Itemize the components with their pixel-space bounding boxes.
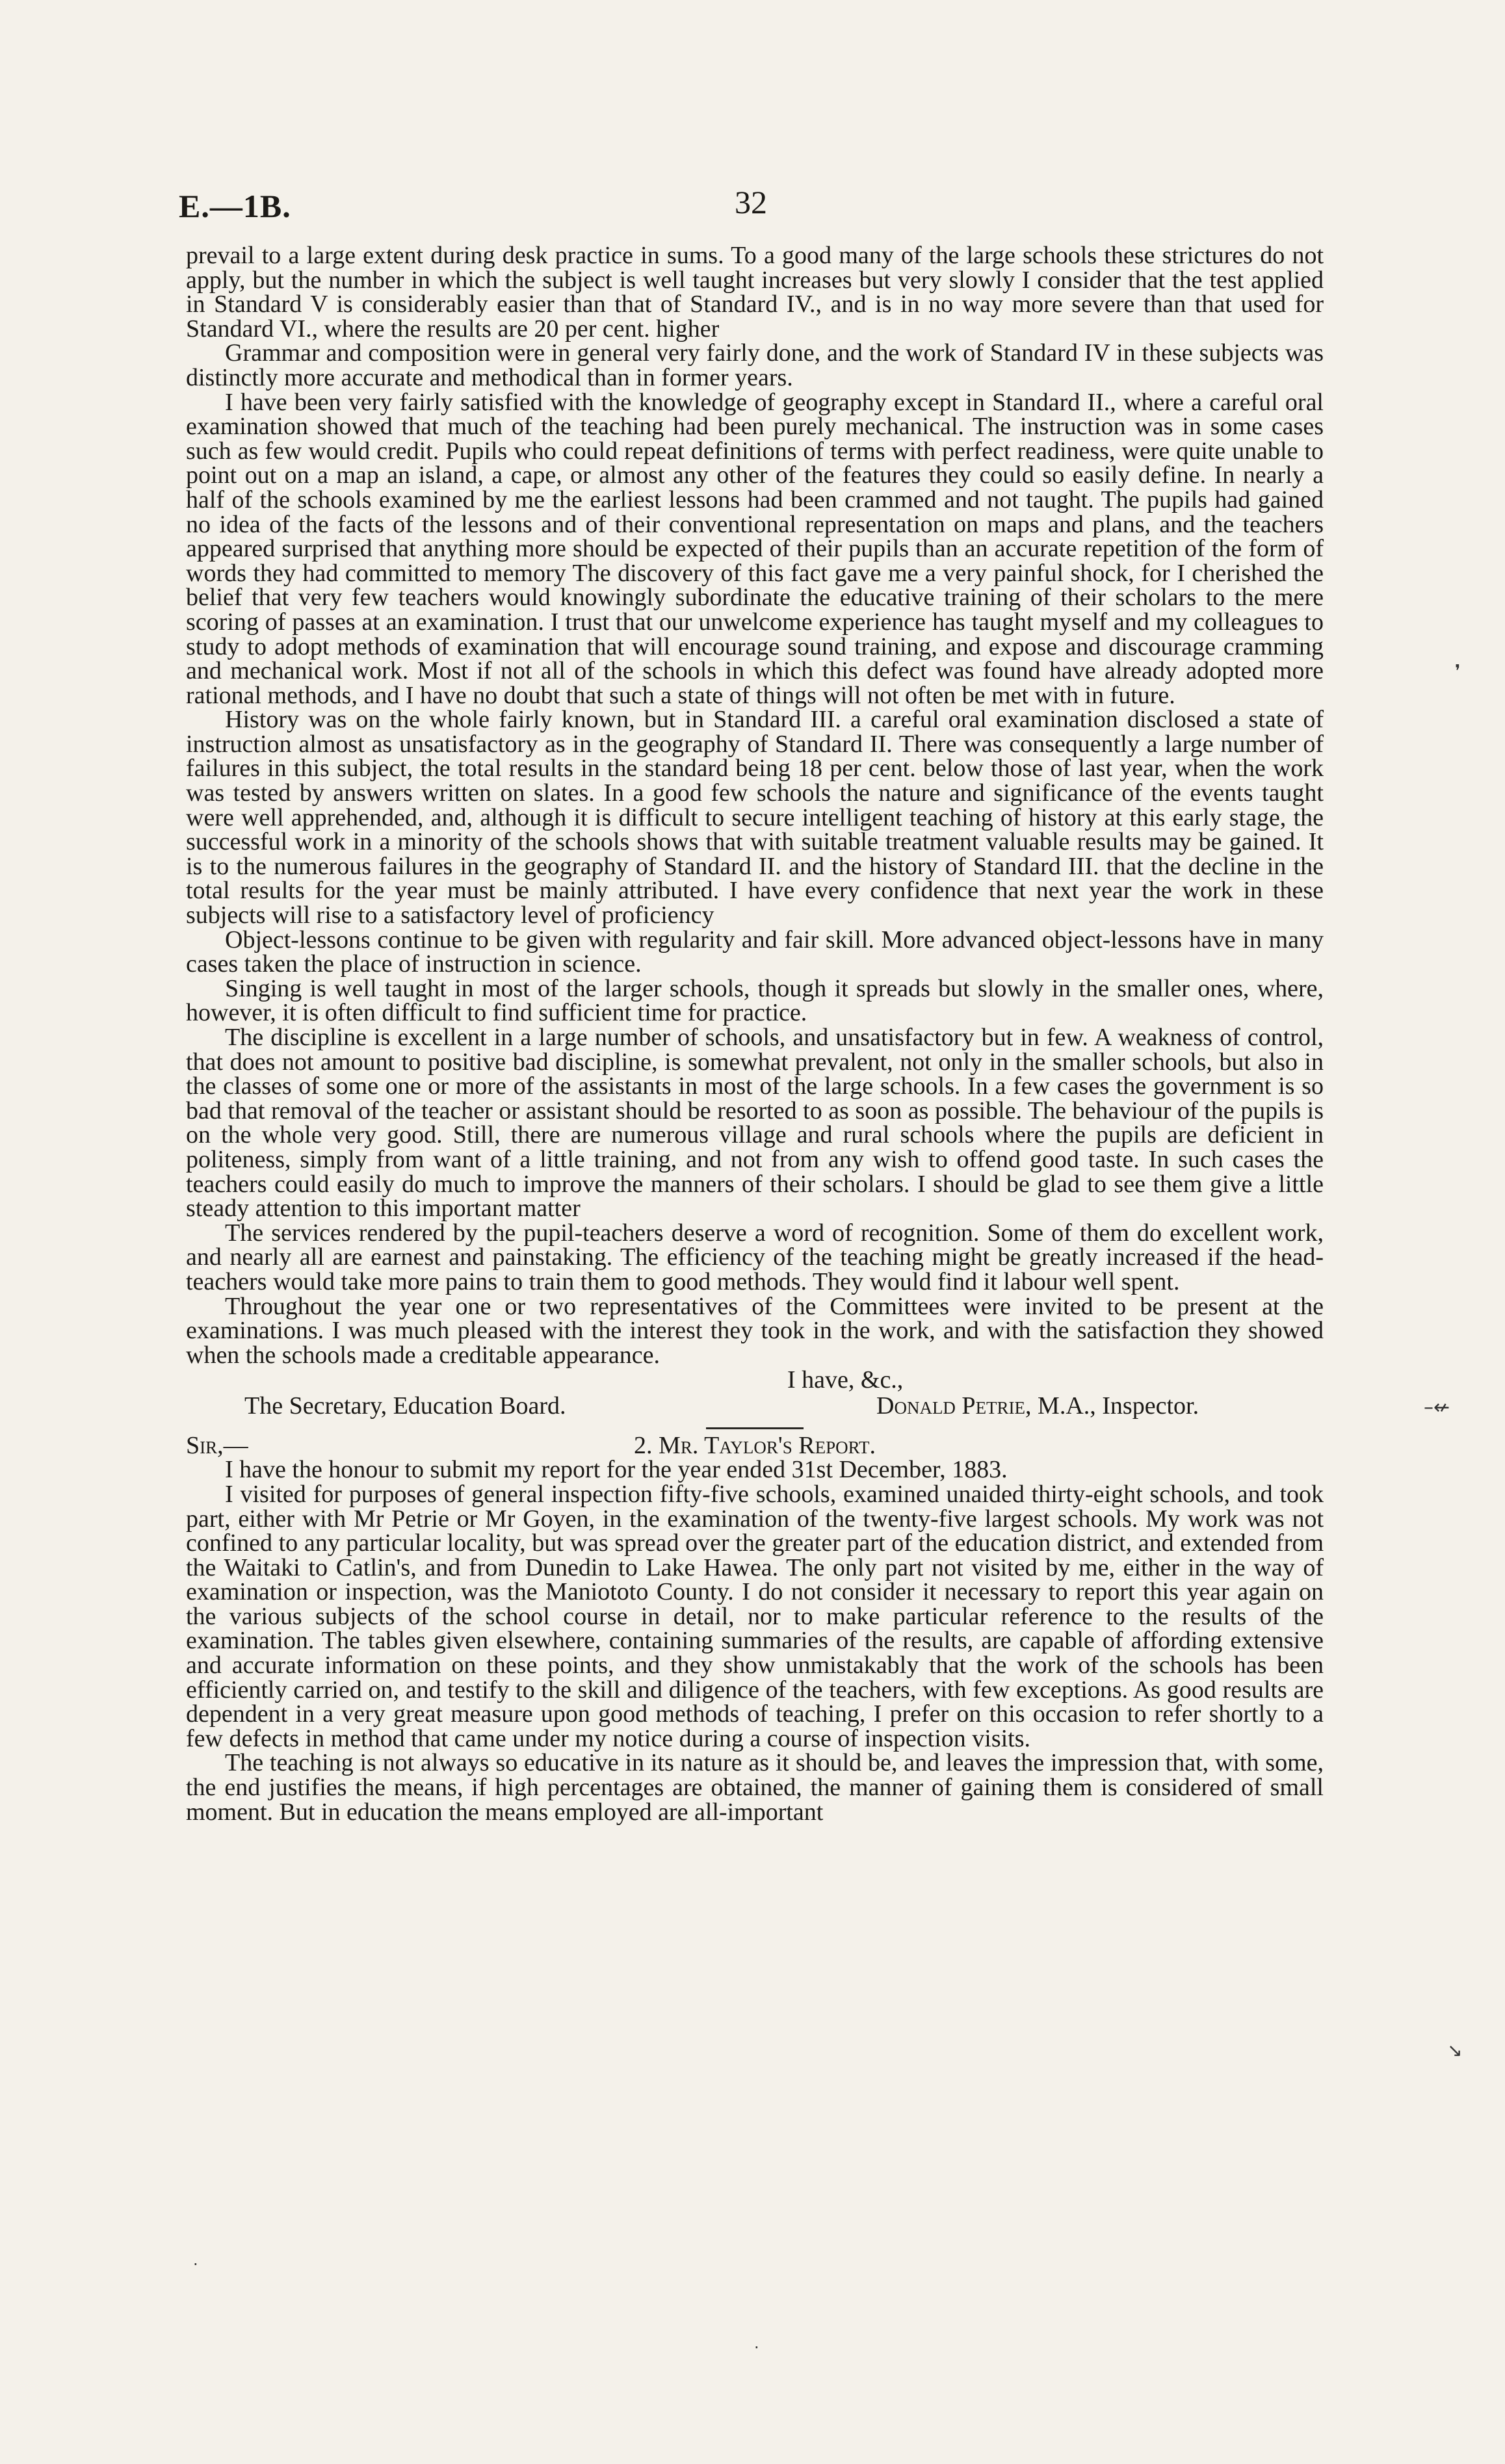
paragraph-pupil-teachers: The services rendered by the pupil-teachers deserve a word of recognition. Some of them do excellent work, and nearly all are earnest and painstaking. The efficiency of the teaching might be greatly increased if the head-teachers would take more pains to train them to good methods. They would find it labour well spent. — [186, 1219, 1324, 1295]
margin-mark-icon: ❜ — [1455, 662, 1461, 681]
section-heading-row — [186, 1433, 1324, 1458]
valediction: I have, &c., — [787, 1366, 904, 1394]
margin-mark-icon: ↘ — [1447, 2040, 1463, 2061]
paragraph-committees: Throughout the year one or two representatives of the Committees were invited to be present at the examinations. I was much pleased with the interest they took in the work, and with the satisfaction they showed when the schools made a creditable appearance. — [186, 1292, 1324, 1369]
signature-name: Donald Petrie — [876, 1392, 1026, 1420]
paragraph-arithmetic: prevail to a large extent during desk practice in sums. To a good many of the large schools these strictures do not apply, but the number in which the subject is well taught increases but very slowly I consider that the test applied in Standard V is considerably easier than that of Standard IV., and is in no way more severe than that used for Standard VI., where the results are 20 per cent. higher — [186, 242, 1324, 343]
page-number: 32 — [735, 184, 767, 220]
section-heading — [186, 1433, 1324, 1458]
addressee: The Secretary, Education Board. — [244, 1392, 566, 1420]
margin-mark-icon: –↚ — [1424, 1396, 1450, 1419]
document-code: E.—1B. — [179, 188, 291, 224]
paragraph-history: History was on the whole fairly known, but in Standard III. a careful oral examination disclosed a state of instruction almost as unsatisfactory as in the geography of Standard II. There was consequently a large number of failures in this subject, the total results in the standard being 18 per cent. below those of last year, when the work was tested by answers written on slates. In a good few schools the nature and significance of the events taught were well apprehended, and, although it is difficult to secure intelligent teaching of history at this early stage, the successful work in a minority of the schools shows that with suitable treatment valuable results may be gained. It is to the numerous failures in the geography of Standard II. and the history of Standard III. that the decline in the total results for the year must be mainly attributed. I have every confidence that next year the work in these subjects will rise to a satisfactory level of proficiency — [186, 706, 1324, 929]
signature-row — [186, 1394, 1324, 1418]
paragraph-singing: Singing is well taught in most of the larger schools, though it spreads but slowly in the smaller ones, where, however, it is often difficult to find sufficient time for practice. — [186, 974, 1324, 1027]
section-divider — [706, 1427, 804, 1429]
report-body — [186, 244, 1324, 1824]
page-header — [179, 183, 1323, 229]
salutation: Sir,— — [186, 1432, 248, 1460]
signature-title: , M.A., Inspector. — [1025, 1392, 1199, 1420]
paragraph-object-lessons: Object-lessons continue to be given with regularity and fair skill. More advanced object-lessons have in many cases taken the place of instruction in science. — [186, 926, 1324, 978]
paragraph-geography: I have been very fairly satisfied with the knowledge of geography except in Standard II., where a careful oral examination showed that much of the teaching had been purely mechanical. The instruction was in some cases such as few would credit. Pupils who could repeat definitions of terms with perfect readiness, were quite unable to point out on a map an island, a cape, or almost any other of the features they could so easily define. In nearly a half of the schools examined by me the earliest lessons had been crammed and not taught. The pupils had gained no idea of the facts of the lessons and of their conventional representation on maps and plans, and the teachers appeared surprised that anything more should be expected of their pupils than an accurate repetition of the form of words they had committed to memory The discovery of this fact gave me a very painful shock, for I cherished the belief that very few teachers would knowingly subordinate the educative training of their scholars to the mere scoring of passes at an examination. I trust that our unwelcome experience has taught myself and my colleagues to study to adopt methods of examination that will encourage sound training, and expose and discourage cramming and mechanical work. Most if not all of the schools in which this defect was found have already adopted more rational methods, and I have no doubt that such a state of things will not often be met with in future. — [186, 388, 1324, 709]
section-heading-number: 2. — [634, 1432, 659, 1460]
paragraph-visits: I visited for purposes of general inspection fifty-five schools, examined unaided thirty-eight schools, and took part, either with Mr Petrie or Mr Goyen, in the examination of the twenty-five largest schools. My work was not confined to any particular locality, but was spread over the greater part of the education district, and extended from the Waitaki to Catlin's, and from Dunedin to Lake Hawea. The only part not visited by me, either in the way of examination or inspection, was the Maniototo County. I do not consider it necessary to report this year again on the various subjects of the school course in detail, nor to make particular reference to the results of the examination. The tables given elsewhere, containing summaries of the results, are capable of affording extensive and accurate information on these points, and they show unmistakably that the work of the schools has been efficiently carried on, and testify to the skill and diligence of the teachers, with few exceptions. As good results are dependent in a very great measure upon good methods of teaching, I prefer on this occasion to refer shortly to a few defects in method that came under my notice during a course of inspection visits. — [186, 1480, 1324, 1752]
paragraph-teaching: The teaching is not always so educative in its nature as it should be, and leaves the impression that, with some, the end justifies the means, if high percentages are obtained, the manner of gaining them is considered of small moment. But in education the means employed are all-important — [186, 1749, 1324, 1826]
margin-mark-icon: · — [754, 2339, 759, 2357]
paragraph-discipline: The discipline is excellent in a large number of schools, and unsatisfactory but in few. A weakness of control, that does not amount to positive bad discipline, is somewhat prevalent, not only in the smaller schools, but also in the classes of some one or more of the assistants in most of the large schools. In a few cases the government is so bad that removal of the teacher or assistant should be resorted to as soon as possible. The behaviour of the pupils is on the whole very good. Still, there are numerous village and rural schools where the pupils are deficient in politeness, simply from want of a little training, and not from any wish to offend good taste. In such cases the teachers could easily do much to improve the manners of their scholars. I should be glad to see them give a little steady attention to this important matter — [186, 1024, 1324, 1223]
margin-mark-icon: · — [193, 2255, 198, 2274]
signature — [876, 1394, 1199, 1418]
paragraph-honour: I have the honour to submit my report for the year ended 31st December, 1883. — [225, 1456, 1008, 1484]
valediction-row — [186, 1368, 1324, 1392]
paragraph-grammar: Grammar and composition were in general very fairly done, and the work of Standard IV in these subjects was distinctly more accurate and methodical than in former years. — [186, 339, 1324, 391]
section-heading-title: Mr. Taylor's Report. — [659, 1432, 876, 1460]
